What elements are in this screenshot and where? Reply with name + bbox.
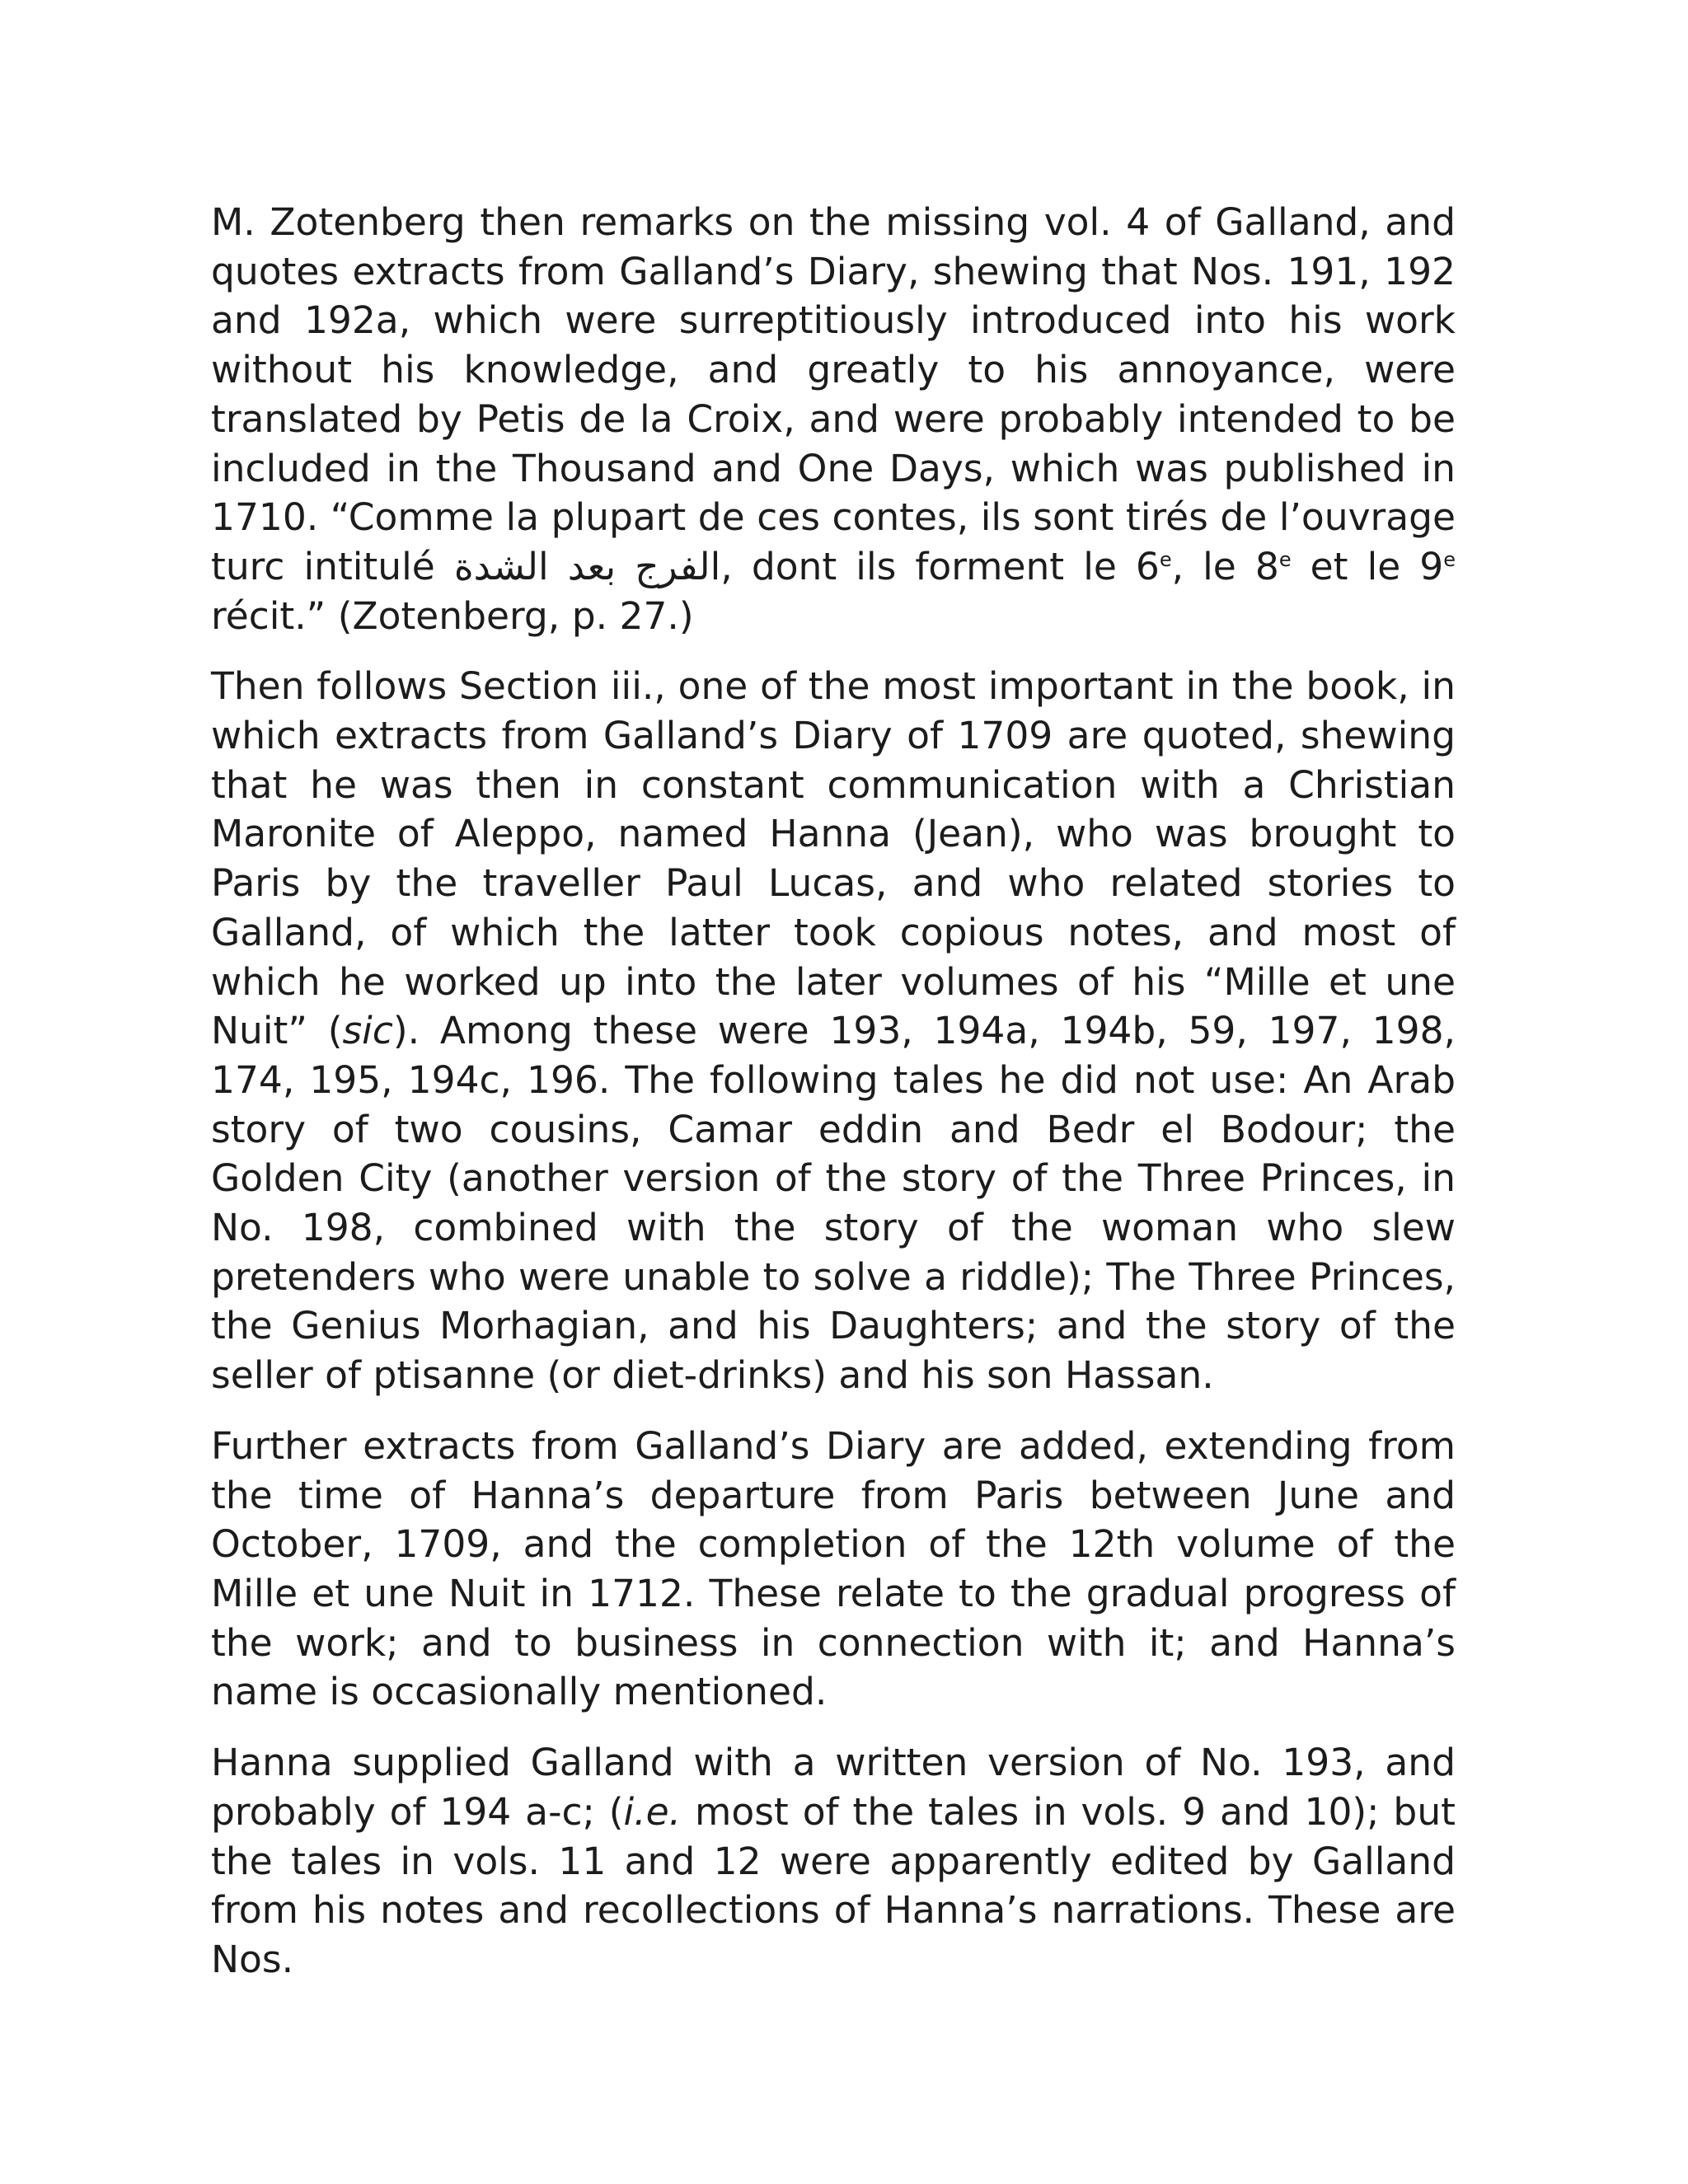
arabic-title: الفرج بعد الشدة [453, 544, 721, 588]
superscript: e [1278, 547, 1292, 571]
italic-sic: sic [342, 1009, 393, 1053]
paragraph-hanna-supplied: Hanna supplied Galland with a written version of No. 193, and probably of 194 a-c; (i.e. most of the tales in vols. 9 and 10); but the tales in vols. 11 and 12 were apparently edited by Galland from his notes and recollections of Hanna’s narrations. These are Nos. [211, 1741, 1456, 1981]
paragraph-section-iii: Then follows Section iii., one of the most important in the book, in which extracts from Galland’s Diary of 1709 are quoted, shewing that he was then in constant communication with a Christian Maronite of Aleppo, named Hanna (Jean), who was brought to Paris by the traveller Paul Lucas, and who related stories to Galland, of which the latter took copious notes, and most of which he worked up into the later volumes of his “Mille et une Nuit” (sic). Among these were 193, 194a, 194b, 59, 197, 198, 174, 195, 194c, 196. The following tales he did not use: An Arab story of two cousins, Camar eddin and Bedr el Bodour; the Golden City (another version of the story of the Three Princes, in No. 198, combined with the story of the woman who slew pretenders who were unable to solve a riddle); The Three Princes, the Genius Morhagian, and his Daughters; and the story of the seller of ptisanne (or diet-drinks) and his son Hassan. [211, 664, 1456, 1398]
superscript: e [1159, 547, 1172, 571]
paragraph-further-extracts: Further extracts from Galland’s Diary are added, extending from the time of Hanna’s departure from Paris between June and October, 1709, and the completion of the 12th volume of the Mille et une Nuit in 1712. These relate to the gradual progress of the work; and to business in connection with it; and Hanna’s name is occasionally mentioned. [211, 1423, 1456, 1714]
superscript: e [1443, 547, 1456, 571]
paragraph-zotenberg-remarks: M. Zotenberg then remarks on the missing vol. 4 of Galland, and quotes extracts from Galland’s Diary, shewing that Nos. 191, 192 and 192a, which were surreptitiously introduced into his work without his knowledge, and greatly to his annoyance, were translated by Petis de la Croix, and were probably intended to be included in the Thousand and One Days, which was published in 1710. “Comme la plupart de ces contes, ils sont tirés de l’ouvrage turc intitulé الفرج بعد الشدة, dont ils forment le 6e, le 8e et le 9e récit.” (Zotenberg, p. 27.) [211, 200, 1456, 638]
italic-ie: i.e. [623, 1789, 682, 1834]
document-page [211, 198, 1456, 2006]
